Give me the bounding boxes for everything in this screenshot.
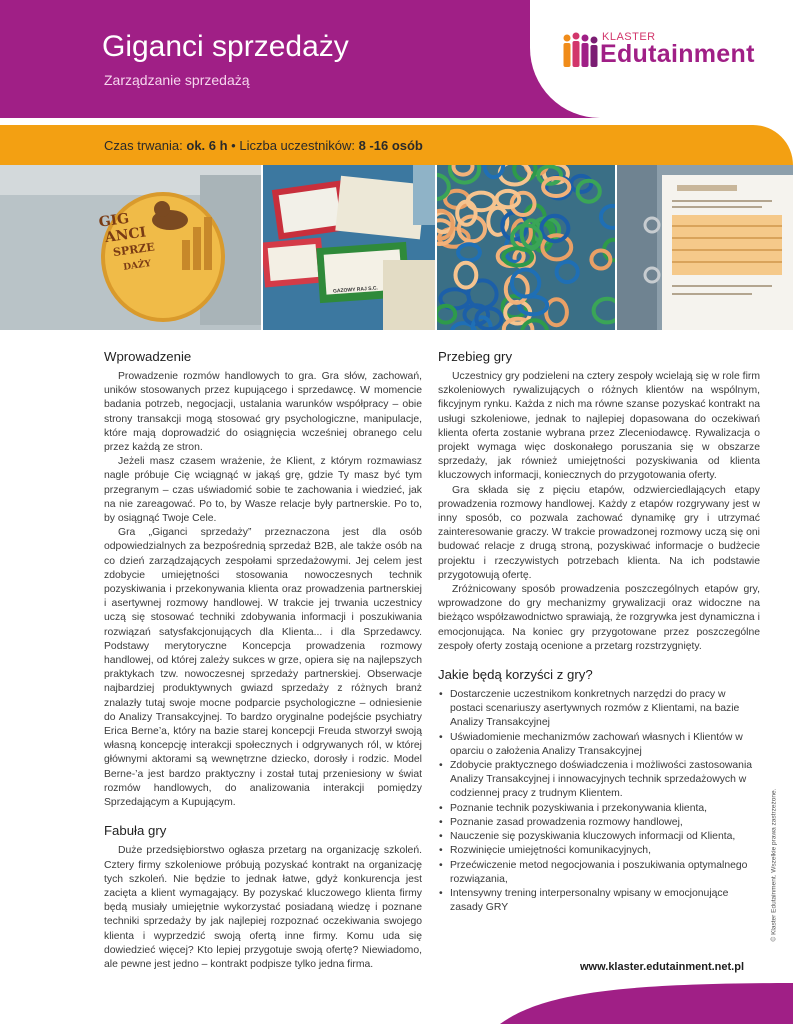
badge-line-1: GIG bbox=[97, 210, 131, 231]
benefit-item: • Intensywny trening interpersonalny wpisany w emocjonujące zasady GRY bbox=[438, 887, 760, 915]
course-paragraph-1: Uczestnicy gry podzieleni na cztery zespoły wcielają się w role firm szkoleniowych rywalizujących o różnych klientów na wspólnym, fikcyjnym rynku. Każda z nich ma równe szanse pozyskać kontrakt na usługi szkoleniowe, jednak to najlepiej dopasowana do oczekiwań klienta oferta zostanie wybrana przez Zleceniodawcę. Rywalizacja o projekt wymaga więc doskonałego poruszania się w obszarze sprzedaży, jak również umiejętności pozyskiwania od klienta kluczowych informacji, koniecznych do przygotowania oferty. bbox=[438, 371, 760, 482]
benefit-item: • Uświadomienie mechanizmów zachowań własnych i Klientów w oparciu o założenia Analizy Transakcyjnej bbox=[438, 731, 760, 759]
course-paragraph-2: Gra składa się z pięciu etapów, odzwierciedlających etapy prowadzenia rozmowy handlowej. Każdy z etapów rozgrywany jest w inny sposób, co pozwala zachować dynamikę gry i utrzymać zainteresowanie graczy. W trakcie prowadzonej rozmowy uczą się oni budować relacje z drugą stroną, pozyskiwać informacje o budżecie projektu i rzeczywistych potrzebach klienta. Na ich podstawie przygotowują ofertę. bbox=[438, 484, 760, 581]
page-subtitle: Zarządzanie sprzedażą bbox=[104, 72, 250, 88]
logo-edutainment-text: Edutainment bbox=[600, 40, 755, 68]
benefit-item: • Dostarczenie uczestnikom konkretnych narzędzi do pracy w postaci scenariuszy asertywnych rozmów z Klientami, na bazie Analizy Transakcyjnej bbox=[438, 688, 760, 731]
intro-paragraph-1: Prowadzenie rozmów handlowych to gra. Gra słów, zachowań, uników stosowanych przez kupującego i sprzedawcę. W momencie badania potrzeb, negocjacji, ustalania warunków współpracy – obie strony transakcji mogą stosować gry psychologiczne, manipulacje, które mają doprowadzić do osiągnięcia wcześniej obranego celu przez każdą ze stron. bbox=[104, 371, 422, 454]
logo-people-icon bbox=[562, 32, 600, 68]
duration-info bbox=[104, 138, 423, 153]
badge-line-3: SPRZE bbox=[112, 240, 156, 260]
website-link[interactable]: www.klaster.edutainment.net.pl bbox=[580, 961, 745, 973]
benefit-item: • Poznanie zasad prowadzenia rozmowy handlowej, bbox=[438, 816, 760, 830]
bottom-decoration bbox=[500, 975, 793, 1024]
participants-label: Liczba uczestników: bbox=[239, 138, 359, 153]
copyright-note: © Klaster Edutainment. Wszelkie prawa zastrzeżone. bbox=[770, 788, 778, 942]
benefit-item: • Poznanie technik pozyskiwania i przekonywania klienta, bbox=[438, 802, 760, 816]
badge-text bbox=[98, 208, 158, 279]
left-column bbox=[104, 349, 422, 972]
intro-heading: Wprowadzenie bbox=[104, 349, 192, 364]
right-column bbox=[438, 349, 760, 915]
duration-label: Czas trwania: bbox=[104, 138, 187, 153]
course-paragraph-3: Zróżnicowany sposób prowadzenia poszczególnych etapów gry, wprowadzone do gry mechanizmy grywalizacji oraz widoczne na bieżąco współzawodnictwo sprawiają, że rozgrywka jest dynamiczna i emocjonująca. Na koniec gry przygotowane przez poszczególne zespoły oferty zostają ocenione a przetarg rozstrzygnięty. bbox=[438, 584, 760, 652]
benefit-item: • Rozwinięcie umiejętności komunikacyjnych, bbox=[438, 844, 760, 858]
duration-value: ok. 6 h bbox=[186, 138, 228, 153]
intro-paragraph-2: Jeżeli masz czasem wrażenie, że Klient, z którym rozmawiasz nagle próbuje Cię wciągnąć w jakąś grę, gdzie Ty masz być tym przegranym – czas uświadomić sobie te zachowania i wiedzieć, jak na nie zareagować. Po to, by Wasze relacje były partnerskie. Po to, by osiągnąć Twoje Cele. bbox=[104, 456, 422, 525]
badge-line-2: ANCI bbox=[103, 224, 148, 247]
benefits-heading: Jakie będą korzyści z gry? bbox=[438, 667, 593, 683]
duration-separator: • bbox=[227, 138, 240, 153]
photo-game-badge bbox=[0, 165, 261, 330]
photo-game-rings bbox=[437, 165, 615, 330]
page-title: Giganci sprzedaży bbox=[102, 30, 349, 63]
photo-game-cards bbox=[263, 165, 435, 330]
plot-paragraph-1: Duże przedsiębiorstwo ogłasza przetarg na organizację szkoleń. Cztery firmy szkoleniowe próbują pozyskać kontrakt na organizację tych szkoleń. Nie będzie to jednak łatwe, gdyż konkurencja jest zacięta a klient wymagający. By pozyskać kluczowego klienta firmy będą musiały umiejętnie wykorzystać posiadaną wiedzę i poznane techniki sprzedaży by jak najlepiej rozpoznać oczekiwania swojego klienta i wyprzedzić swoją ofertą inne firmy. Komu uda się dowiedzieć więcej? Kto lepiej przygotuje swoją ofertę? Niewiadomo, ale pewne jest jedno – kontrakt podpisze tylko jedna firma. bbox=[104, 845, 422, 970]
card-text: GAZOWY RAJ S.C. bbox=[332, 285, 379, 295]
benefit-item: • Nauczenie się pozyskiwania kluczowych informacji od Klienta, bbox=[438, 830, 760, 844]
benefits-list bbox=[438, 688, 760, 915]
photo-game-binder bbox=[617, 165, 793, 330]
logo-klaster-text: KLASTER bbox=[602, 31, 656, 43]
badge-line-4: DAŻY bbox=[122, 259, 152, 273]
participants-value: 8 -16 osób bbox=[358, 138, 423, 153]
benefit-item: • Zdobycie praktycznego doświadczenia i możliwości zastosowania Analizy Transakcyjnej i innowacyjnych technik sprzedażowych w codziennej pracy z trudnym Klientem. bbox=[438, 759, 760, 802]
course-heading: Przebieg gry bbox=[438, 349, 513, 364]
plot-heading: Fabuła gry bbox=[104, 823, 167, 839]
benefit-item: • Przećwiczenie metod negocjowania i poszukiwania optymalnego rozwiązania, bbox=[438, 859, 760, 887]
intro-paragraph-3: Gra „Giganci sprzedaży” przeznaczona jest dla osób odpowiedzialnych za bezpośrednią sprzedaż B2B, ale także osób na co dzień zarządzających zespołami sprzedażowymi. Jej celem jest zdobycie umiejętności stosowania nowoczesnych technik pozyskiwania i przekonywania klienta oraz prowadzenia partnerskiej i asertywnej rozmowy handlowej. W trakcie jej trwania uczestnicy uczą się stosować techniki zdobywania informacji i poszukiwania rozwiązań satysfakcjonujących dla Klienta... i dla Sprzedawcy. Podstawy merytoryczne Koncepcja prowadzenia rozmowy handlowej, od której zależy sukces w grze, opiera się na najlepszych praktykach tzw. nowoczesnej sprzedaży partnerskiej. Obserwacje najbardziej produktywnych gwiazd sprzedaży z różnych branż znalazły tutaj swoje mocne podparcie psychologiczne – odniesienie do Analizy Transakcyjnej. To bardzo oryginalne podejście psychiatry Erica Berne’a, który na bazie starej koncepcji Freuda stworzył swoją własną koncepcję interakcji społecznych i odgrywanych ról, w której głównymi aktorami są wewnętrzne dziecko, dorosły i rodzic. Model Berne-’a jest bardzo praktyczny i został tutaj przeniesiony w świat rozmów handlowych, do analizowania interakcji pomiędzy Sprzedającym a Kupującym. bbox=[104, 527, 422, 809]
